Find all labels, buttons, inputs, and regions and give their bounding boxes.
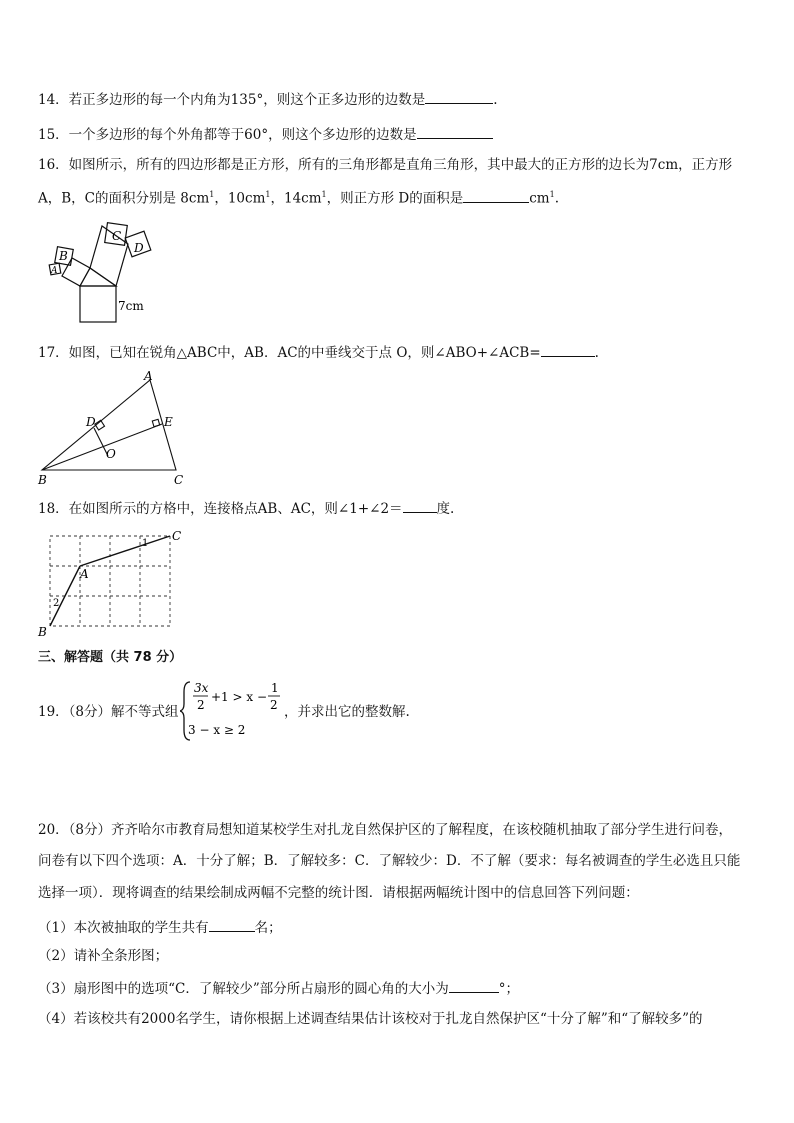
q16-part-a: A，B，C的面积分别是 8cm [38,190,210,207]
pythagoras-squares-figure [44,222,164,328]
label-a: A [80,567,89,581]
answer-blank-15[interactable] [417,124,493,139]
label-b: B [38,625,47,638]
question-16-line1 [38,156,732,174]
label-c: C [172,529,182,543]
segment-bo [42,424,162,470]
question-18-end: 度. [436,501,455,517]
label-e: E [164,415,173,429]
question-15 [38,124,493,144]
q20-text-3: 选择一项）．现将调查的结果绘制成两幅不完整的统计图．请根据两幅统计图中的信息回答下列问题： [38,885,639,901]
grid-figure [36,528,196,638]
question-18 [38,498,454,518]
label-d: D [134,241,144,255]
question-20-sub2 [38,947,168,965]
question-15-text: 15．一个多边形的每个外角都等于60°，则这个多边形的边数是 [38,127,417,143]
q20-text-2: 问卷有以下四个选项：A．十分了解；B．了解较多：C．了解较少：D．不了解（要求：每名被调查的学生必选且只能 [38,853,741,869]
label-a: A [51,266,58,276]
question-20-sub1 [38,917,282,937]
answer-blank-14[interactable] [425,89,493,104]
label-c: C [174,473,184,486]
triangle-abc-figure [34,368,194,486]
q16-sup-1: 1 [209,190,215,199]
angle-1-label: 1 [142,538,149,549]
q20-sub2-text: （2）请补全条形图； [38,948,169,964]
answer-blank-20-3[interactable] [449,978,499,993]
q19-suffix-text: ，并求出它的整数解. [284,704,410,720]
section-3-heading: 三、解答题（共 78 分） [38,650,183,665]
q16-sup-4: 1 [549,190,555,199]
q16-sup-2: 1 [265,190,271,199]
label-o: O [106,447,116,461]
question-16-text: 16．如图所示，所有的四边形都是正方形，所有的三角形都是直角三角形，其中最大的正方形的边长为7cm，正方形 [38,157,733,173]
q16-part-b: ，10cm [214,190,266,207]
q20-text-1: 20．（8分）齐齐哈尔市教育局想知道某校学生对扎龙自然保护区的了解程度，在该校随机抽取了部分学生进行问卷， [38,822,733,838]
q20-sub1-end: 名； [254,920,282,936]
q16-part-c: ，14cm [270,190,322,207]
q16-end: . [554,190,560,207]
question-16-line2 [38,186,559,208]
question-20-line1 [38,821,732,839]
question-17-text: 17．如图，已知在锐角△ABC中，AB．AC的中垂线交于点 O，则∠ABO+∠ACB= [38,345,541,361]
q16-part-d: ，则正方形 D的面积是 [326,190,464,207]
question-20-sub3 [38,978,519,998]
question-18-text: 18．在如图所示的方格中，连接格点AB、AC，则∠1+∠2＝ [38,501,403,517]
label-a: A [144,369,153,383]
q19-prefix-text: 19．（8分）解不等式组 [38,704,179,720]
fraction-2-numerator: 1 [271,681,279,695]
question-19-prefix [38,703,179,721]
question-20-sub4 [38,1010,703,1028]
label-b: B [38,473,47,486]
q20-sub4-text: （4）若该校共有2000名学生，请你根据上述调查结果估计该校对于扎龙自然保护区“十分了解”和“了解较多”的 [38,1011,703,1027]
square-right [90,226,128,286]
q20-sub3-end: °； [498,981,519,997]
question-17 [38,342,599,362]
label-d: D [86,415,96,429]
label-7cm: 7cm [118,299,144,313]
segment-ac [80,536,170,566]
angle-2-label: 2 [53,598,60,609]
label-c: C [112,229,122,243]
q16-unit: cm [529,190,550,207]
question-14-text: 14．若正多边形的每一个内角为135°，则这个正多边形的边数是 [38,92,426,108]
q20-sub1-text: （1）本次被抽取的学生共有 [38,920,209,936]
answer-blank-16[interactable] [463,188,529,203]
question-20-line3 [38,884,639,902]
inequality-2: 3 − x ≥ 2 [188,723,246,737]
question-17-end: . [594,345,599,361]
inequality-1-middle: +1 > x − [211,690,268,704]
right-angle-e [152,419,159,426]
question-20-line2 [38,852,740,870]
question-14 [38,89,498,109]
largest-square [80,286,116,322]
question-14-end: . [493,92,498,108]
answer-blank-20-1[interactable] [209,917,255,932]
question-19-suffix [284,703,410,721]
fraction-1-numerator: 3x [194,681,209,695]
q20-sub3-text: （3）扇形图中的选项“C．了解较少”部分所占扇形的圆心角的大小为 [38,981,449,997]
answer-blank-18[interactable] [403,498,437,513]
label-b: B [59,249,68,263]
fraction-1-denominator: 2 [197,698,205,712]
answer-blank-17[interactable] [541,342,595,357]
inequality-system [180,678,290,744]
q16-sup-3: 1 [321,190,327,199]
fraction-2-denominator: 2 [270,698,278,712]
